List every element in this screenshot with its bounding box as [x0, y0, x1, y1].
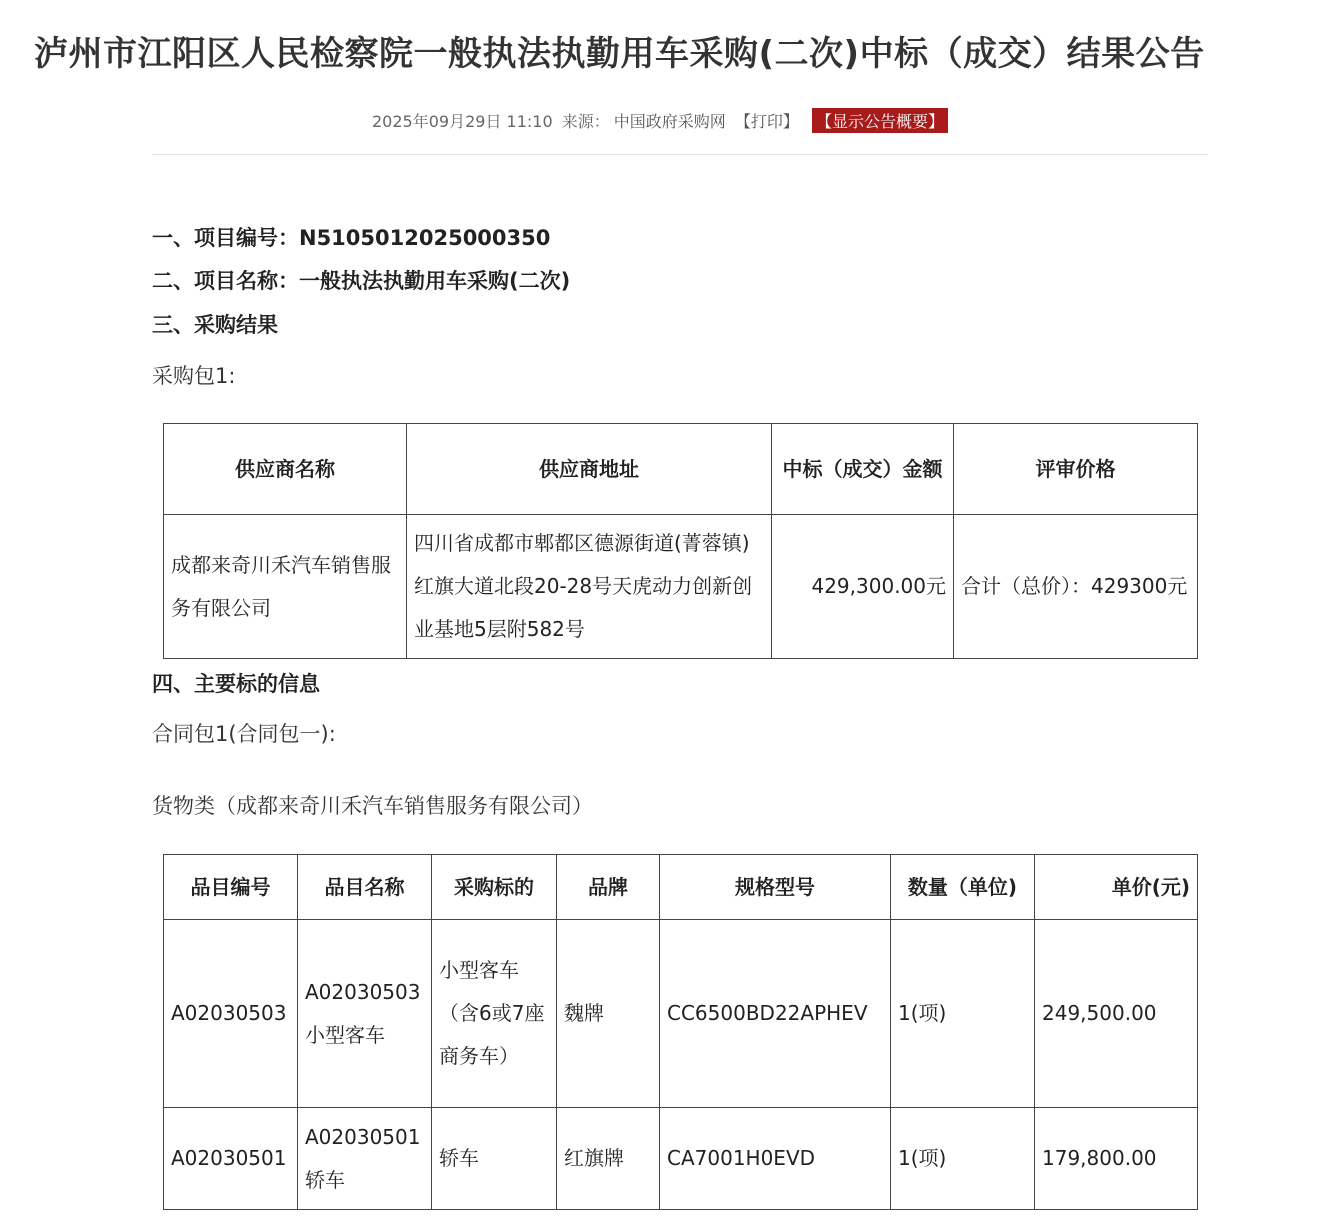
header-target: 采购标的: [432, 855, 557, 920]
contract-package-label: 合同包1(合同包一):: [152, 722, 336, 746]
item-target: 轿车: [432, 1108, 557, 1210]
header-supplier-address: 供应商地址: [407, 424, 772, 515]
award-amount: 429,300.00元: [772, 515, 954, 659]
header-review-price: 评审价格: [954, 424, 1198, 515]
item-quantity: 1(项): [891, 920, 1035, 1108]
header-unit-price: 单价(元): [1035, 855, 1198, 920]
source-label: 来源：: [561, 112, 610, 131]
section-subject-heading: 四、主要标的信息: [152, 672, 320, 696]
show-summary-button[interactable]: 【显示公告概要】: [812, 108, 948, 133]
section-result-heading: 三、采购结果: [152, 313, 278, 337]
item-model: CC6500BD22APHEV: [660, 920, 891, 1108]
header-item-name: 品目名称: [298, 855, 432, 920]
item-quantity: 1(项): [891, 1108, 1035, 1210]
print-link[interactable]: 【打印】: [734, 112, 799, 131]
item-code: A02030501: [164, 1108, 298, 1210]
table-row: [164, 515, 1198, 659]
table-row: [164, 920, 1198, 1108]
items-table: [163, 854, 1198, 1210]
header-divider: [152, 154, 1208, 155]
item-unit-price: 179,800.00: [1035, 1108, 1198, 1210]
result-table: [163, 423, 1198, 659]
items-table-header: [164, 855, 1198, 920]
header-item-code: 品目编号: [164, 855, 298, 920]
goods-category-label: 货物类（成都来奇川禾汽车销售服务有限公司）: [152, 794, 593, 818]
supplier-address: 四川省成都市郫都区德源街道(菁蓉镇) 红旗大道北段20-28号天虎动力创新创业基地5层附582号: [407, 515, 772, 659]
item-unit-price: 249,500.00: [1035, 920, 1198, 1108]
item-name: A02030501轿车: [298, 1108, 432, 1210]
header-model: 规格型号: [660, 855, 891, 920]
item-brand: 红旗牌: [557, 1108, 660, 1210]
item-name: A02030503小型客车: [298, 920, 432, 1108]
header-brand: 品牌: [557, 855, 660, 920]
item-code: A02030503: [164, 920, 298, 1108]
table-row: [164, 1108, 1198, 1210]
header-award-amount: 中标（成交）金额: [772, 424, 954, 515]
item-target: 小型客车（含6或7座商务车）: [432, 920, 557, 1108]
page-title: 泸州市江阳区人民检察院一般执法执勤用车采购(二次)中标（成交）结果公告: [34, 34, 1205, 74]
result-table-header: [164, 424, 1198, 515]
header-supplier-name: 供应商名称: [164, 424, 407, 515]
source-link[interactable]: 中国政府采购网: [613, 112, 726, 131]
project-name: 二、项目名称：一般执法执勤用车采购(二次): [152, 269, 571, 293]
project-number: 一、项目编号：N5105012025000350: [152, 226, 551, 250]
review-price: 合计（总价）：429300元: [954, 515, 1198, 659]
header-quantity: 数量（单位): [891, 855, 1035, 920]
article-meta: [0, 108, 1320, 133]
publish-datetime: 2025年09月29日 11:10: [372, 112, 553, 131]
item-model: CA7001H0EVD: [660, 1108, 891, 1210]
item-brand: 魏牌: [557, 920, 660, 1108]
supplier-name: 成都来奇川禾汽车销售服务有限公司: [164, 515, 407, 659]
package-label: 采购包1:: [152, 364, 236, 388]
